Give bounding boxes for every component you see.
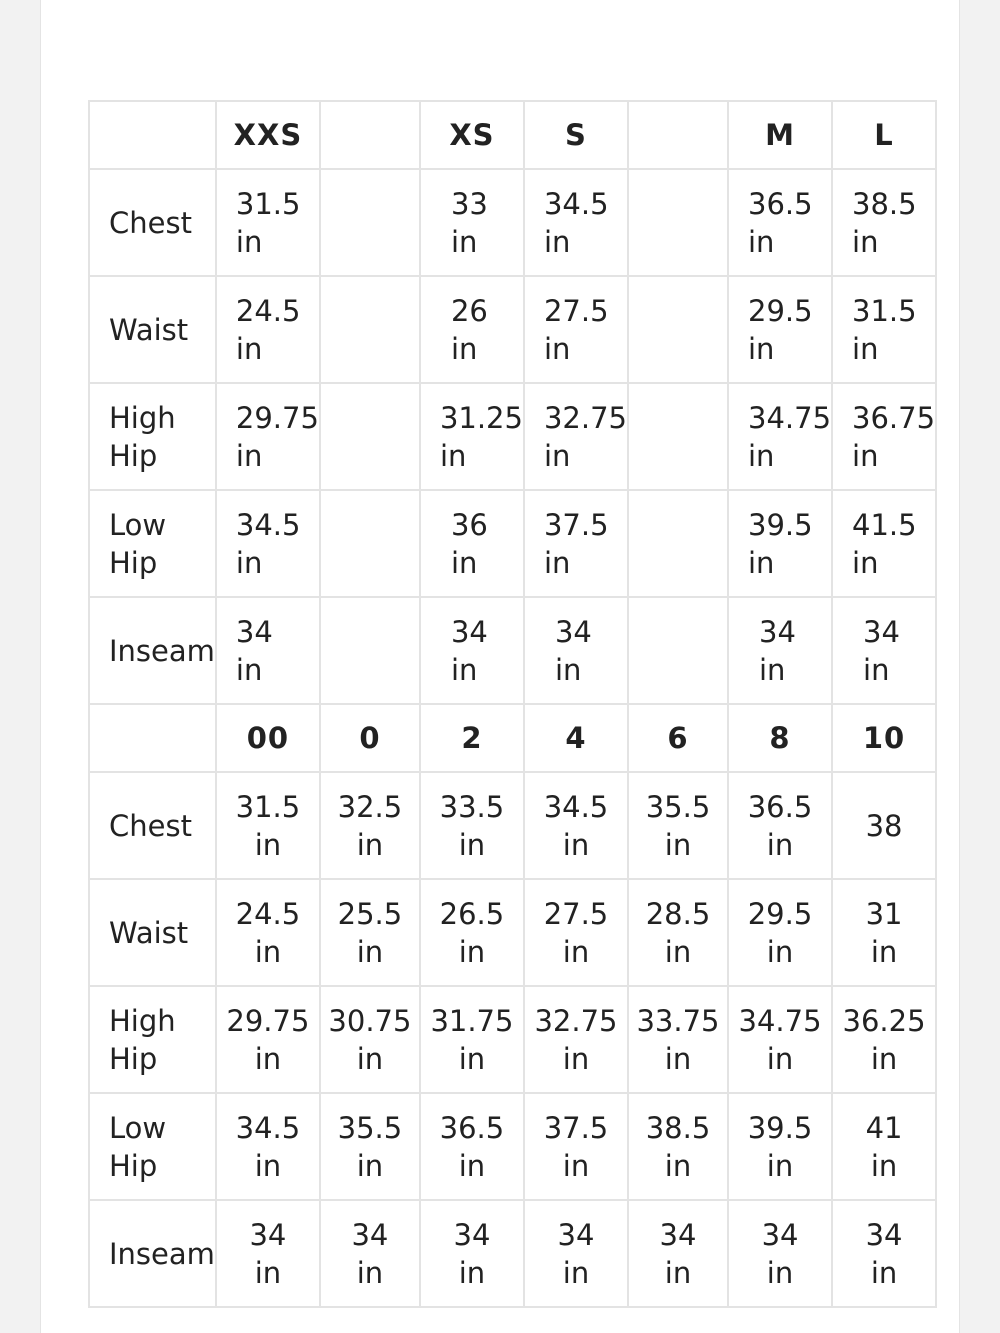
measurement-cell: 38.5 in <box>832 169 936 276</box>
measurement-cell <box>628 276 728 383</box>
measurement-cell: 29.5 in <box>728 276 832 383</box>
table-row-chest <box>89 772 936 879</box>
measurement-cell: 34.5 in <box>216 490 320 597</box>
measurement-cell: 26 in <box>420 276 524 383</box>
row-label-text: Chest <box>109 808 192 843</box>
measurement-cell: 31.5 in <box>832 276 936 383</box>
measurement-cell: 33.75 in <box>628 986 728 1093</box>
measurement-cell: 34 in <box>832 1200 936 1307</box>
table-row-low-hip <box>89 490 936 597</box>
measurement-cell: 34 in <box>832 597 936 704</box>
measurement-cell <box>320 383 420 490</box>
size-chart-table <box>88 100 937 1308</box>
row-label-text: Inseam <box>109 1236 215 1271</box>
row-label <box>89 879 216 986</box>
size-header-l: L <box>832 101 936 169</box>
size-header-xxs: XXS <box>216 101 320 169</box>
measurement-cell: 34.5 in <box>216 1093 320 1200</box>
measurement-cell: 34.75 in <box>728 383 832 490</box>
measurement-cell <box>628 490 728 597</box>
row-label-text: Low Hip <box>109 1110 167 1183</box>
row-label <box>89 490 216 597</box>
measurement-cell: 29.75 in <box>216 383 320 490</box>
measurement-cell: 36 in <box>420 490 524 597</box>
measurement-cell: 36.25 in <box>832 986 936 1093</box>
size-header-0: 0 <box>320 704 420 772</box>
measurement-cell: 33 in <box>420 169 524 276</box>
measurement-cell <box>628 383 728 490</box>
measurement-cell: 29.75 in <box>216 986 320 1093</box>
header-corner-cell <box>89 101 216 169</box>
measurement-cell: 27.5 in <box>524 879 628 986</box>
row-label <box>89 1200 216 1307</box>
measurement-cell: 31 in <box>832 879 936 986</box>
measurement-cell: 32.5 in <box>320 772 420 879</box>
row-label <box>89 276 216 383</box>
measurement-cell <box>320 490 420 597</box>
measurement-cell: 36.75 in <box>832 383 936 490</box>
header-corner-cell <box>89 704 216 772</box>
measurement-cell: 34 in <box>420 1200 524 1307</box>
table-row-chest <box>89 169 936 276</box>
row-label-text: Chest <box>109 205 192 240</box>
measurement-cell: 27.5 in <box>524 276 628 383</box>
measurement-cell: 33.5 in <box>420 772 524 879</box>
size-header-row <box>89 101 936 169</box>
measurement-cell: 26.5 in <box>420 879 524 986</box>
row-label <box>89 986 216 1093</box>
size-header-s: S <box>524 101 628 169</box>
measurement-cell: 39.5 in <box>728 490 832 597</box>
measurement-cell: 39.5 in <box>728 1093 832 1200</box>
measurement-cell <box>320 597 420 704</box>
size-header-xs: XS <box>420 101 524 169</box>
measurement-cell: 28.5 in <box>628 879 728 986</box>
measurement-cell <box>320 276 420 383</box>
measurement-cell <box>628 597 728 704</box>
measurement-cell: 34 in <box>628 1200 728 1307</box>
measurement-cell: 37.5 in <box>524 1093 628 1200</box>
size-header-empty <box>320 101 420 169</box>
row-label-text: Waist <box>109 312 189 347</box>
measurement-cell: 34 in <box>320 1200 420 1307</box>
measurement-cell: 34.75 in <box>728 986 832 1093</box>
size-header-row <box>89 704 936 772</box>
row-label <box>89 772 216 879</box>
size-header-8: 8 <box>728 704 832 772</box>
measurement-cell: 34 in <box>728 597 832 704</box>
measurement-cell: 31.25 in <box>420 383 524 490</box>
measurement-cell: 34.5 in <box>524 772 628 879</box>
row-label-text: High Hip <box>109 1003 176 1076</box>
size-header-10: 10 <box>832 704 936 772</box>
measurement-cell: 34.5 in <box>524 169 628 276</box>
table-row-high-hip <box>89 986 936 1093</box>
measurement-cell: 34 in <box>524 597 628 704</box>
size-header-m: M <box>728 101 832 169</box>
measurement-cell <box>628 169 728 276</box>
measurement-cell: 41 in <box>832 1093 936 1200</box>
measurement-cell: 29.5 in <box>728 879 832 986</box>
measurement-cell: 30.75 in <box>320 986 420 1093</box>
measurement-cell: 31.5 in <box>216 169 320 276</box>
row-label-text: High Hip <box>109 400 176 473</box>
row-label <box>89 597 216 704</box>
row-label-text: Inseam <box>109 633 215 668</box>
page-container <box>40 0 960 1333</box>
measurement-cell: 36.5 in <box>420 1093 524 1200</box>
measurement-cell <box>320 169 420 276</box>
row-label <box>89 169 216 276</box>
measurement-cell: 24.5 in <box>216 879 320 986</box>
measurement-cell: 38 <box>832 772 936 879</box>
size-header-6: 6 <box>628 704 728 772</box>
size-header-empty <box>628 101 728 169</box>
size-header-00: 00 <box>216 704 320 772</box>
measurement-cell: 31.75 in <box>420 986 524 1093</box>
measurement-cell: 35.5 in <box>628 772 728 879</box>
measurement-cell: 37.5 in <box>524 490 628 597</box>
row-label <box>89 383 216 490</box>
measurement-cell: 38.5 in <box>628 1093 728 1200</box>
measurement-cell: 36.5 in <box>728 169 832 276</box>
measurement-cell: 34 in <box>216 1200 320 1307</box>
table-row-inseam <box>89 1200 936 1307</box>
row-label-text: Low Hip <box>109 507 167 580</box>
measurement-cell: 32.75 in <box>524 383 628 490</box>
size-header-4: 4 <box>524 704 628 772</box>
measurement-cell: 25.5 in <box>320 879 420 986</box>
measurement-cell: 24.5 in <box>216 276 320 383</box>
table-row-waist <box>89 879 936 986</box>
table-row-high-hip <box>89 383 936 490</box>
measurement-cell: 32.75 in <box>524 986 628 1093</box>
measurement-cell: 31.5 in <box>216 772 320 879</box>
measurement-cell: 34 in <box>524 1200 628 1307</box>
measurement-cell: 34 in <box>216 597 320 704</box>
table-row-low-hip <box>89 1093 936 1200</box>
measurement-cell: 34 in <box>728 1200 832 1307</box>
measurement-cell: 36.5 in <box>728 772 832 879</box>
row-label-text: Waist <box>109 915 189 950</box>
measurement-cell: 35.5 in <box>320 1093 420 1200</box>
measurement-cell: 34 in <box>420 597 524 704</box>
table-row-waist <box>89 276 936 383</box>
measurement-cell: 41.5 in <box>832 490 936 597</box>
table-row-inseam <box>89 597 936 704</box>
row-label <box>89 1093 216 1200</box>
size-header-2: 2 <box>420 704 524 772</box>
